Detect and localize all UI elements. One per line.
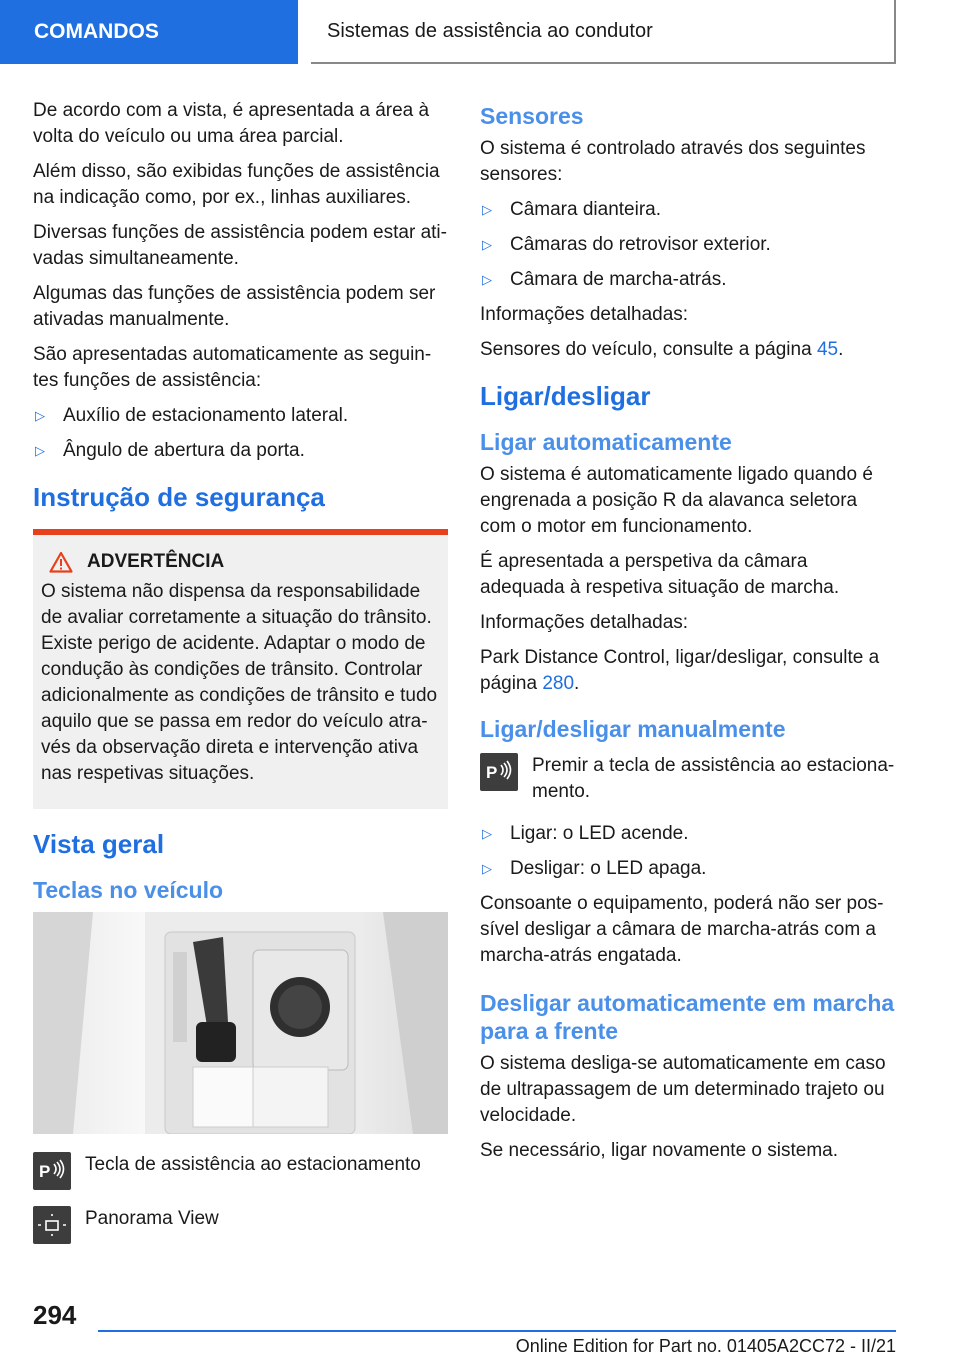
heading-safety: Instrução de segurança [33, 482, 325, 512]
center-console-photo [33, 912, 448, 1134]
footer-edition: Online Edition for Part no. 01405A2CC72 - II/21 [515, 1336, 896, 1356]
park-assist-key-icon [480, 753, 518, 791]
bullet-triangle-icon: ▷ [482, 826, 492, 841]
chapter-title: Sistemas de assistência ao condutor [311, 0, 896, 64]
list-item: ▷ Ligar: o LED acende. [480, 821, 895, 847]
paragraph: O sistema desliga-se automaticamente em caso de ultrapassagem de um determinado trajeto ou velocidade. [480, 1053, 886, 1126]
bullet-triangle-icon: ▷ [482, 272, 492, 287]
paragraph: Diversas funções de assistência podem estar ati-vadas simultaneamente. [33, 222, 447, 269]
heading-sensors: Sensores [480, 103, 584, 129]
paragraph: Premir a tecla de assistência ao estaciona-mento. [532, 755, 895, 802]
paragraph: Park Distance Control, ligar/desligar, consulte a página 280. [480, 647, 880, 694]
paragraph: Informações detalhadas: [480, 304, 689, 325]
list-item: ▷ Câmaras do retrovisor exterior. [480, 232, 895, 258]
left-column [33, 98, 448, 1260]
page-number: 294 [33, 1300, 77, 1330]
list-item: ▷ Desligar: o LED apaga. [480, 856, 895, 882]
key-item [33, 1206, 448, 1244]
heading-auto-off: Desligar automaticamente em marcha para a frente [480, 990, 895, 1044]
bullet-triangle-icon: ▷ [482, 202, 492, 217]
paragraph: Se necessário, ligar novamente o sistema. [480, 1140, 839, 1161]
key-label: Tecla de assistência ao estacionamento [85, 1154, 421, 1175]
warning-label: ADVERTÊNCIA [87, 551, 225, 572]
heading-manual: Ligar/desligar manualmente [480, 716, 786, 742]
right-column [480, 98, 895, 1173]
paragraph: São apresentadas automaticamente as seguin-tes funções de assistência: [33, 344, 432, 391]
heading-keys: Teclas no veículo [33, 877, 224, 903]
key-label: Panorama View [85, 1208, 219, 1229]
park-assist-key-icon [33, 1152, 71, 1190]
paragraph: Sensores do veículo, consulte a página 45. [480, 339, 844, 360]
heading-overview: Vista geral [33, 829, 165, 859]
paragraph: Algumas das funções de assistência podem ser ativadas manualmente. [33, 283, 436, 330]
page-link[interactable]: 45 [816, 339, 839, 360]
section-tab: COMANDOS [0, 0, 298, 64]
paragraph: O sistema é controlado através dos seguintes sensores: [480, 138, 866, 185]
paragraph: De acordo com a vista, é apresentada a área à volta do veículo ou uma área parcial. [33, 100, 430, 147]
footer-divider [98, 1330, 896, 1332]
paragraph: Além disso, são exibidas funções de assistência na indicação como, por ex., linhas auxiliares. [33, 161, 440, 208]
panorama-view-key-icon [33, 1206, 71, 1244]
paragraph: É apresentada a perspetiva da câmara adequada à respetiva situação de marcha. [480, 551, 840, 598]
console-illustration [33, 912, 448, 1134]
heading-auto-on: Ligar automaticamente [480, 429, 732, 455]
svg-text:P: P [486, 763, 498, 782]
bullet-triangle-icon: ▷ [35, 443, 45, 458]
list-item: ▷ Câmara dianteira. [480, 197, 895, 223]
key-item [480, 753, 895, 805]
paragraph: Consoante o equipamento, poderá não ser pos-sível desligar a câmara de marcha-atrás com a marcha-atrás engatada. [480, 893, 884, 966]
page-link[interactable]: 280 [542, 673, 575, 694]
warning-text: O sistema não dispensa da responsabilidade de avaliar corretamente a situação do trânsito. Existe perigo de acidente. Adaptar o modo de condução às condições de trânsito. Controlar adicionalmente as condições de trânsito e tudo aquilo que se passa em redor do veículo atra-vés da observação direta e intervenção ativa nas respetivas situações. [41, 581, 438, 784]
warning-box [33, 529, 448, 809]
warning-triangle-icon [49, 551, 73, 573]
bullet-triangle-icon: ▷ [482, 237, 492, 252]
paragraph: O sistema é automaticamente ligado quando é engrenada a posição R da alavanca seletora com o motor em funcionamento. [480, 464, 873, 537]
svg-text:P: P [39, 1162, 51, 1181]
paragraph: Informações detalhadas: [480, 612, 689, 633]
bullet-triangle-icon: ▷ [482, 861, 492, 876]
list-item: ▷ Auxílio de estacionamento lateral. [33, 403, 448, 429]
key-item [33, 1152, 448, 1190]
heading-onoff: Ligar/desligar [480, 381, 651, 411]
list-item: ▷ Câmara de marcha-atrás. [480, 267, 895, 293]
bullet-triangle-icon: ▷ [35, 408, 45, 423]
list-item: ▷ Ângulo de abertura da porta. [33, 438, 448, 464]
